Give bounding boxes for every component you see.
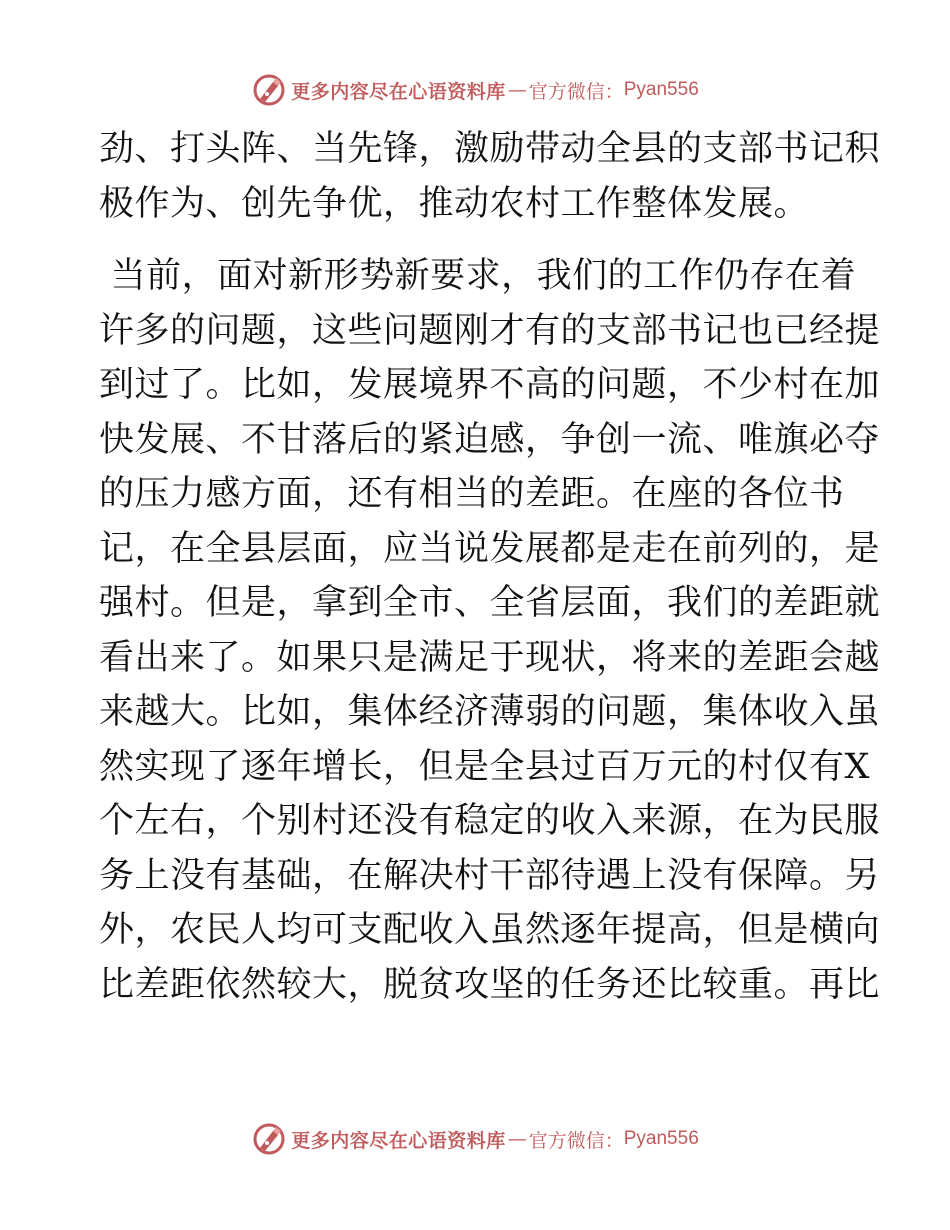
text-line: 劲、打头阵、当先锋，激励带动全县的支部书记积 — [99, 129, 881, 169]
text-line: 的压力感方面，还有相当的差距。在座的各位书 — [99, 474, 845, 514]
text-line: 极作为、创先争优，推动农村工作整体发展。 — [99, 183, 810, 224]
paragraph — [99, 249, 881, 1012]
text-line: 快发展、不甘落后的紧迫感，争创一流、唯旗必夺 — [99, 419, 881, 460]
text-line: 来越大。比如，集体经济薄弱的问题，集体收入虽 — [99, 692, 881, 732]
wechat-label: 官方微信： — [528, 1129, 624, 1152]
text-line: 许多的问题，这些问题刚才有的支部书记也已经提 — [99, 310, 881, 351]
text-line: 然实现了逐年增长，但是全县过百万元的村仅有X — [99, 746, 870, 787]
pen-circle-logo-icon — [251, 1121, 287, 1157]
text-line: 个左右，个别村还没有稳定的收入来源，在为民服 — [99, 801, 881, 841]
footer-banner — [0, 1119, 950, 1159]
paragraph — [99, 122, 881, 231]
text-line: 记，在全县层面，应当说发展都是走在前列的，是 — [99, 528, 881, 569]
pen-circle-logo-icon — [251, 72, 287, 108]
text-line: 外，农民人均可支配收入虽然逐年提高，但是横向 — [99, 910, 881, 950]
text-line: 到过了。比如，发展境界不高的问题，不少村在加 — [99, 365, 881, 405]
text-line: 当前，面对新形势新要求，我们的工作仍存在着 — [99, 256, 857, 296]
wechat-label: 官方微信： — [528, 80, 624, 103]
wechat-id: Pyan556 — [623, 79, 699, 100]
document-body — [99, 122, 881, 1012]
header-banner — [0, 70, 950, 110]
text-line: 强村。但是，拿到全市、全省层面，我们的差距就 — [99, 583, 881, 623]
text-line: 务上没有基础，在解决村干部待遇上没有保障。另 — [99, 855, 881, 896]
banner-text: 更多内容尽在心语资料库 — [291, 80, 506, 103]
text-line: 比差距依然较大，脱贫攻坚的任务还比较重。再比 — [99, 964, 881, 1005]
wechat-id: Pyan556 — [623, 1128, 699, 1149]
banner-separator: — — [507, 1128, 527, 1150]
banner-text: 更多内容尽在心语资料库 — [291, 1129, 506, 1152]
banner-separator: — — [507, 79, 527, 101]
text-line: 看出来了。如果只是满足于现状，将来的差距会越 — [99, 637, 881, 678]
